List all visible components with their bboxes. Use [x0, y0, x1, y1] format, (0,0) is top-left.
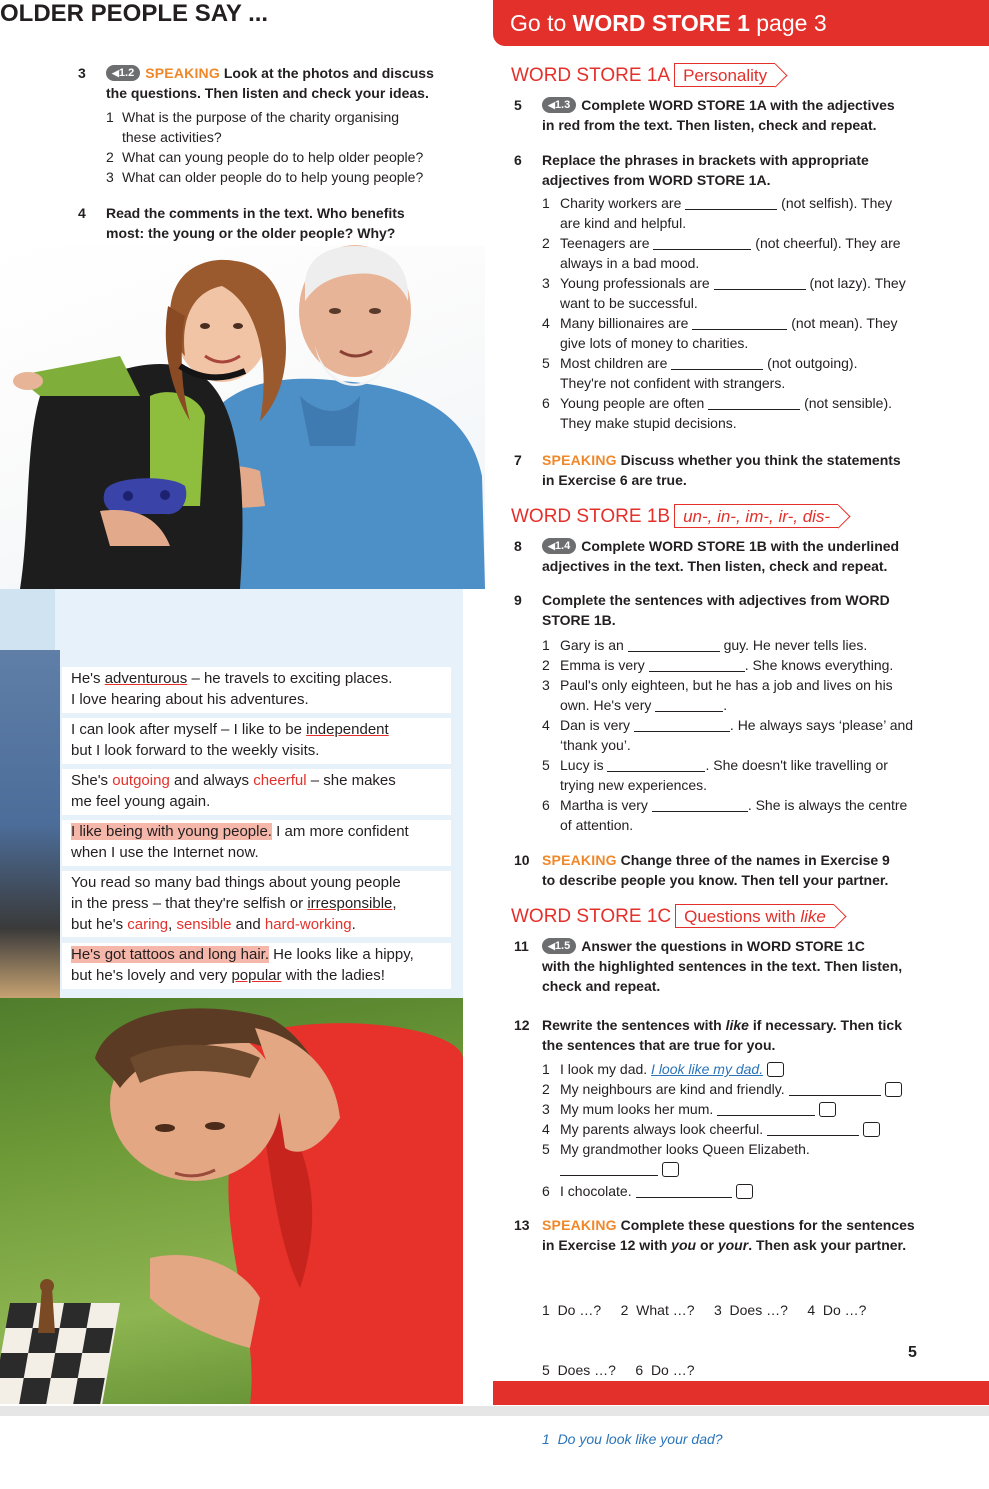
speaking-label: SPEAKING	[542, 1217, 617, 1233]
exercise-3: 3 ◀︎ 1.2 SPEAKING Look at the photos and discuss the questions. Then listen and check your ideas. 1 What is the purpose of the charity organising these activities? 2 What can young people do to help older people? 3 What can older people do to help young people?	[78, 63, 488, 187]
word-store-1b-heading[interactable]: WORD STORE 1B un-, in-, im-, ir-, dis-	[511, 504, 838, 528]
underlined-adjective: popular	[231, 967, 282, 984]
tick-box[interactable]	[819, 1102, 836, 1117]
audio-track-badge[interactable]: ◀︎ 1.2	[106, 65, 140, 81]
exercise-6: 6 Replace the phrases in brackets with appropriate adjectives from WORD STORE 1A. 1 Charity workers are (not selfish). They are kind and helpful. 2 Teenagers are (not cheerful). They are always in a bad mood. 3 Young professionals are (not lazy). They want to be successful. 4 Many billionaires are (not mean). They give lots of money to charities. 5 Most children are (not outgoing). They're not confident with strangers. 6 Young people are often (not sensible). They make stupid decisions.	[514, 150, 974, 433]
exercise-5: 5 ◀︎ 1.3 Complete WORD STORE 1A with the adjectives in red from the text. Then listen, check and repeat.	[514, 95, 974, 135]
answer-blank[interactable]	[607, 771, 705, 772]
tick-box[interactable]	[662, 1162, 679, 1177]
highlighted-sentence: He's got tattoos and long hair.	[71, 946, 269, 963]
highlighted-sentence: I like being with young people.	[71, 823, 272, 840]
question-prompts-row: 5 Does …? 6 Do …?	[542, 1362, 695, 1378]
audio-track-badge[interactable]: ◀︎ 1.3	[542, 97, 576, 113]
red-adjective: cheerful	[253, 772, 307, 789]
sentence-item: 2 Emma is very . She knows everything.	[542, 657, 894, 673]
question-item: 2 What can young people do to help older people?	[106, 149, 424, 165]
speaking-label: SPEAKING	[542, 452, 617, 468]
word-store-1a-heading[interactable]: WORD STORE 1A Personality	[511, 63, 775, 87]
answer-blank[interactable]	[652, 811, 748, 812]
speaking-label: SPEAKING	[145, 65, 220, 81]
tick-box[interactable]	[736, 1184, 753, 1199]
answer-blank[interactable]	[653, 249, 751, 250]
underlined-adjective: independent	[306, 721, 389, 738]
side-photo-strip	[0, 650, 60, 998]
answer-blank[interactable]	[628, 651, 720, 652]
answer-blank[interactable]	[767, 1135, 859, 1136]
answer-blank[interactable]	[560, 1175, 658, 1176]
sentence-item: 4 Dan is very . He always says ‘please’ and	[542, 717, 914, 733]
question-item: 1 What is the purpose of the charity organising	[106, 109, 400, 125]
answer-blank[interactable]	[717, 1115, 815, 1116]
tick-box[interactable]	[885, 1082, 902, 1097]
sentence-item: 1 I look my dad. I look like my dad.	[542, 1059, 974, 1079]
photo-girl-and-grandfather-gaming	[0, 246, 485, 589]
sentence-item: 2 My neighbours are kind and friendly.	[542, 1079, 974, 1099]
panel-heading: OLDER PEOPLE SAY ...	[0, 0, 269, 27]
tick-box[interactable]	[863, 1122, 880, 1137]
comment-1: He's adventurous – he travels to exciting places. I love hearing about his adventures.	[62, 667, 451, 713]
sentence-item: 3 Paul's only eighteen, but he has a job and lives on his	[542, 677, 893, 693]
red-adjective: outgoing	[112, 772, 170, 789]
exercise-4: 4 Read the comments in the text. Who benefits most: the young or the older people? Why?	[78, 205, 405, 241]
comment-4: I like being with young people. I am more confident when I use the Internet now.	[62, 820, 451, 866]
photo-teenager-playing-chess	[0, 998, 463, 1404]
exercise-10: 10 SPEAKING Change three of the names in Exercise 9 to describe people you know. Then tell your partner.	[514, 852, 890, 888]
audio-track-badge[interactable]: ◀︎ 1.4	[542, 538, 576, 554]
sentence-item: 4 Many billionaires are (not mean). They	[542, 315, 898, 331]
sentence-item: 5 Most children are (not outgoing).	[542, 355, 858, 371]
comment-6: He's got tattoos and long hair. He looks like a hippy, but he's lovely and very popular with the ladies!	[62, 943, 451, 989]
question-prompts-row: 1 Do …? 2 What …? 3 Does …? 4 Do …?	[542, 1302, 867, 1318]
answer-blank[interactable]	[685, 209, 777, 210]
word-store-tag: Personality	[674, 63, 775, 87]
word-store-1c-heading[interactable]: WORD STORE 1C Questions with like	[511, 904, 834, 928]
example-answer: 1 Do you look like your dad?	[542, 1431, 723, 1447]
sentence-item: 1 Charity workers are (not selfish). They	[542, 195, 893, 211]
speaking-label: SPEAKING	[542, 852, 617, 868]
word-store-tag: Questions with like	[675, 904, 834, 928]
exercise-12: 12 Rewrite the sentences with like if necessary. Then tick the sentences that are true for you. 1 I look my dad. I look like my dad. 2 My neighbours are kind and friendly. 3 My mum looks her mum. 4 My parents always look cheerful. 5 My grandmother looks Queen Elizabeth. 6 I chocolate.	[514, 1015, 974, 1201]
question-item: 3 What can older people do to help young people?	[106, 169, 424, 185]
exercise-8: 8 ◀︎ 1.4 Complete WORD STORE 1B with the underlined adjectives in the text. Then listen, check and repeat.	[514, 536, 974, 576]
answer-blank[interactable]	[636, 1197, 732, 1198]
banner-suffix: page 3	[749, 10, 827, 36]
comment-5: You read so many bad things about young people in the press – that they're selfish or irresponsible, but he's caring, sensible and hard-working.	[62, 871, 451, 937]
sentence-item: 2 Teenagers are (not cheerful). They are	[542, 235, 901, 251]
sentence-item: 5 My grandmother looks Queen Elizabeth.	[542, 1141, 810, 1157]
sentence-item: 6 I chocolate.	[542, 1181, 974, 1201]
bottom-red-bar	[493, 1381, 989, 1405]
example-answer: I look like my dad.	[651, 1061, 764, 1077]
answer-blank[interactable]	[714, 289, 806, 290]
comment-2: I can look after myself – I like to be independent but I look forward to the weekly visits.	[62, 718, 451, 764]
answer-blank[interactable]	[655, 711, 723, 712]
answer-blank[interactable]	[671, 369, 763, 370]
sentence-item: 1 Gary is an guy. He never tells lies.	[542, 637, 868, 653]
sentence-item: 6 Young people are often (not sensible).	[542, 395, 892, 411]
page-number: 5	[908, 1344, 917, 1361]
word-store-banner[interactable]	[493, 0, 989, 46]
exercise-11: 11 ◀︎ 1.5 Answer the questions in WORD STORE 1C with the highlighted sentences in the text. Then listen, check and repeat.	[514, 936, 974, 996]
answer-blank[interactable]	[692, 329, 787, 330]
banner-prefix: Go to	[510, 10, 573, 36]
exercise-13: 13 SPEAKING Complete these questions for the sentences in Exercise 12 with you or your. Then ask your partner. 1 Do …? 2 What …? 3 Does …? 4 Do …? 5 Does …? 6 Do …? 1 Do you look like your dad?	[514, 1215, 974, 1489]
sentence-item: 5 Lucy is . She doesn't like travelling or	[542, 757, 888, 773]
exercise-number: 3	[78, 65, 86, 81]
word-store-tag: un-, in-, im-, ir-, dis-	[674, 504, 838, 528]
sentence-item: 3 My mum looks her mum.	[542, 1099, 974, 1119]
answer-blank[interactable]	[634, 731, 730, 732]
answer-blank[interactable]	[789, 1095, 881, 1096]
audio-track-badge[interactable]: ◀︎ 1.5	[542, 938, 576, 954]
sentence-item: 3 Young professionals are (not lazy). They	[542, 275, 906, 291]
tick-box[interactable]	[767, 1062, 784, 1077]
bottom-grey-strip	[0, 1406, 989, 1416]
answer-blank[interactable]	[708, 409, 800, 410]
exercise-7: 7 SPEAKING Discuss whether you think the statements in Exercise 6 are true.	[514, 452, 901, 488]
answer-blank[interactable]	[649, 671, 745, 672]
sentence-item: 6 Martha is very . She is always the centre	[542, 797, 908, 813]
underlined-adjective: adventurous	[104, 670, 188, 687]
sentence-item: 4 My parents always look cheerful.	[542, 1119, 974, 1139]
comment-3: She's outgoing and always cheerful – she makes me feel young again.	[62, 769, 451, 815]
exercise-9: 9 Complete the sentences with adjectives from WORD STORE 1B. 1 Gary is an guy. He never tells lies. 2 Emma is very . She knows everything. 3 Paul's only eighteen, but he has a job and lives on his own. He's very . 4 Dan is very . He always says ‘please’ and ‘thank you’. 5 Lucy is . She doesn't like travelling or trying new experiences. 6 Martha is very . She is always the centre of attention.	[514, 590, 974, 835]
underlined-adjective: irresponsible	[307, 895, 393, 912]
banner-title: WORD STORE 1	[572, 10, 750, 36]
